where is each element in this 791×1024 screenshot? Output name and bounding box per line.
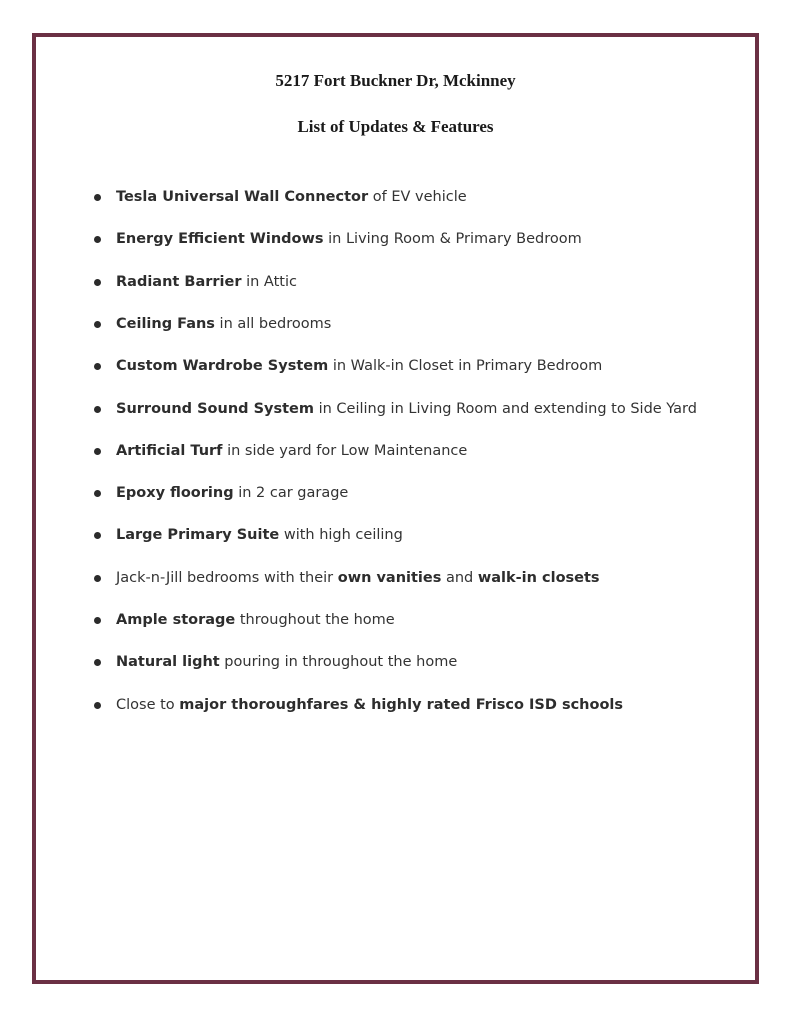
- feature-description: Jack-n-Jill bedrooms with their: [116, 569, 338, 586]
- feature-description: in Ceiling in Living Room and extending to Side Yard: [313, 400, 697, 417]
- bullet-icon: [94, 194, 101, 201]
- page-border: [32, 33, 759, 984]
- feature-highlight: Custom Wardrobe System: [116, 358, 329, 375]
- bullet-icon: [94, 279, 101, 286]
- feature-highlight: walk-in closets: [477, 569, 600, 586]
- feature-highlight: own vanities: [337, 569, 442, 586]
- feature-highlight: Energy Efficient Windows: [116, 231, 324, 248]
- feature-highlight: Ceiling Fans: [116, 315, 215, 332]
- feature-highlight: Ample storage: [116, 612, 236, 628]
- feature-description: with high ceiling: [279, 527, 403, 544]
- feature-highlight: Epoxy flooring: [116, 485, 234, 502]
- features-list-heading: List of Updates & Features: [297, 117, 494, 136]
- feature-highlight: Large Primary Suite: [116, 527, 280, 544]
- feature-description: in 2 car garage: [233, 485, 349, 502]
- feature-highlight: Radiant Barrier: [116, 273, 242, 290]
- feature-text: [116, 228, 582, 250]
- feature-highlight: major thoroughfares & highly rated Frisco ISD schools: [179, 696, 624, 713]
- feature-description: in Walk-in Closet in Primary Bedroom: [328, 358, 603, 375]
- bullet-icon: [94, 321, 101, 328]
- bullet-icon: [94, 448, 101, 455]
- feature-text: [116, 186, 467, 208]
- feature-description: of EV vehicle: [368, 189, 467, 205]
- feature-description: in Attic: [241, 273, 297, 290]
- feature-text: [116, 567, 600, 589]
- feature-text: [116, 524, 403, 546]
- feature-description: in Living Room & Primary Bedroom: [323, 231, 582, 248]
- feature-description: in side yard for Low Maintenance: [222, 442, 468, 459]
- feature-text: [116, 313, 331, 335]
- feature-description: Close to: [116, 696, 180, 713]
- bullet-icon: [94, 575, 101, 582]
- feature-highlight: Artificial Turf: [116, 442, 223, 459]
- feature-description: and: [441, 569, 478, 586]
- feature-text: [116, 609, 395, 631]
- feature-text: [116, 355, 602, 377]
- feature-text: [116, 271, 297, 293]
- bullet-icon: [94, 702, 101, 709]
- bullet-icon: [94, 406, 101, 413]
- property-address-heading: 5217 Fort Buckner Dr, Mckinney: [275, 71, 516, 90]
- feature-highlight: Tesla Universal Wall Connector: [116, 189, 369, 205]
- feature-description: throughout the home: [235, 612, 395, 628]
- feature-text: [116, 398, 697, 420]
- bullet-icon: [94, 617, 101, 624]
- feature-text: [116, 694, 623, 716]
- feature-highlight: Natural light: [116, 654, 220, 671]
- feature-description: in all bedrooms: [214, 315, 332, 332]
- feature-text: [116, 651, 457, 673]
- feature-text: [116, 440, 467, 462]
- feature-description: pouring in throughout the home: [219, 654, 458, 671]
- feature-highlight: Surround Sound System: [116, 400, 314, 417]
- feature-text: [116, 482, 348, 504]
